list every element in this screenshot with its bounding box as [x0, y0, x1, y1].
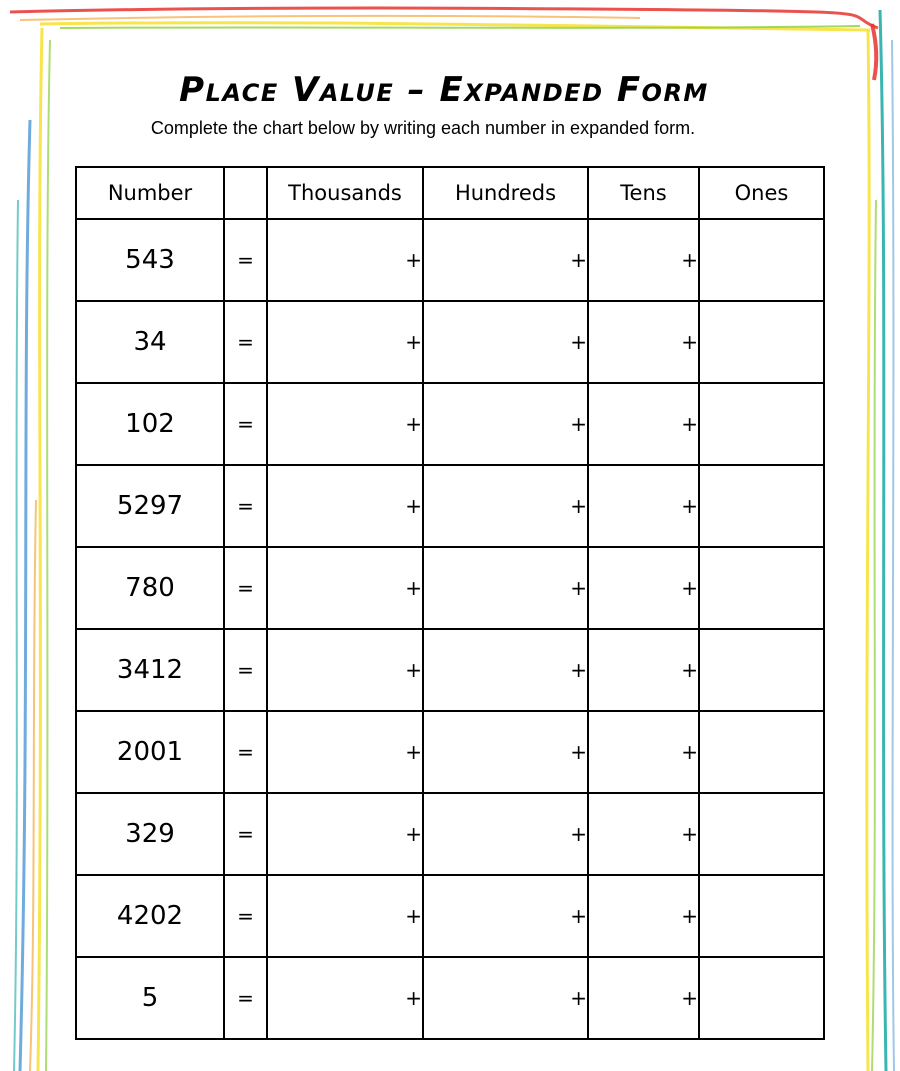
- ones-answer-cell[interactable]: [699, 875, 824, 957]
- table-row: [76, 219, 824, 301]
- tens-answer-cell[interactable]: +: [588, 383, 699, 465]
- number-cell: 780: [76, 547, 224, 629]
- tens-answer-cell[interactable]: +: [588, 875, 699, 957]
- number-cell: 543: [76, 219, 224, 301]
- thousands-answer-cell[interactable]: +: [267, 957, 423, 1039]
- ones-answer-cell[interactable]: [699, 219, 824, 301]
- equals-cell: =: [224, 793, 267, 875]
- border-stroke-left-blue: [20, 120, 30, 1071]
- thousands-answer-cell[interactable]: +: [267, 793, 423, 875]
- hundreds-answer-cell[interactable]: +: [423, 711, 588, 793]
- header-thousands: Thousands: [267, 167, 423, 219]
- thousands-answer-cell[interactable]: +: [267, 219, 423, 301]
- expanded-form-chart: [75, 166, 825, 1040]
- number-cell: 5: [76, 957, 224, 1039]
- table-row: [76, 629, 824, 711]
- thousands-answer-cell[interactable]: +: [267, 547, 423, 629]
- ones-answer-cell[interactable]: [699, 383, 824, 465]
- equals-cell: =: [224, 629, 267, 711]
- header-row: [76, 167, 824, 219]
- equals-cell: =: [224, 383, 267, 465]
- border-stroke-right-yellow: [867, 30, 869, 1071]
- hundreds-answer-cell[interactable]: +: [423, 301, 588, 383]
- tens-answer-cell[interactable]: +: [588, 793, 699, 875]
- table-row: [76, 547, 824, 629]
- ones-answer-cell[interactable]: [699, 793, 824, 875]
- equals-cell: =: [224, 875, 267, 957]
- number-cell: 329: [76, 793, 224, 875]
- worksheet-title: Place Value – Expanded Form: [179, 70, 709, 110]
- thousands-answer-cell[interactable]: +: [267, 711, 423, 793]
- border-stroke-right-teal: [880, 10, 886, 1071]
- equals-cell: =: [224, 957, 267, 1039]
- thousands-answer-cell[interactable]: +: [267, 383, 423, 465]
- table-row: [76, 875, 824, 957]
- ones-answer-cell[interactable]: [699, 301, 824, 383]
- border-stroke-top-yellow: [40, 23, 870, 30]
- header-number: Number: [76, 167, 224, 219]
- table-row: [76, 711, 824, 793]
- hundreds-answer-cell[interactable]: +: [423, 957, 588, 1039]
- header-ones: Ones: [699, 167, 824, 219]
- tens-answer-cell[interactable]: +: [588, 219, 699, 301]
- thousands-answer-cell[interactable]: +: [267, 301, 423, 383]
- header-hundreds: Hundreds: [423, 167, 588, 219]
- number-cell: 2001: [76, 711, 224, 793]
- hundreds-answer-cell[interactable]: +: [423, 793, 588, 875]
- equals-cell: =: [224, 465, 267, 547]
- hundreds-answer-cell[interactable]: +: [423, 383, 588, 465]
- hundreds-answer-cell[interactable]: +: [423, 547, 588, 629]
- hundreds-answer-cell[interactable]: +: [423, 629, 588, 711]
- thousands-answer-cell[interactable]: +: [267, 629, 423, 711]
- equals-cell: =: [224, 301, 267, 383]
- tens-answer-cell[interactable]: +: [588, 711, 699, 793]
- hundreds-answer-cell[interactable]: +: [423, 219, 588, 301]
- number-cell: 34: [76, 301, 224, 383]
- equals-cell: =: [224, 547, 267, 629]
- border-stroke-left-green: [46, 40, 50, 1071]
- equals-cell: =: [224, 711, 267, 793]
- table-row: [76, 301, 824, 383]
- border-stroke-top-orange: [20, 16, 640, 20]
- table-row: [76, 465, 824, 547]
- header-tens: Tens: [588, 167, 699, 219]
- tens-answer-cell[interactable]: +: [588, 629, 699, 711]
- number-cell: 3412: [76, 629, 224, 711]
- table-row: [76, 793, 824, 875]
- tens-answer-cell[interactable]: +: [588, 957, 699, 1039]
- number-cell: 102: [76, 383, 224, 465]
- equals-cell: =: [224, 219, 267, 301]
- border-stroke-left-yellow: [38, 28, 42, 1071]
- ones-answer-cell[interactable]: [699, 465, 824, 547]
- tens-answer-cell[interactable]: +: [588, 547, 699, 629]
- number-cell: 4202: [76, 875, 224, 957]
- hundreds-answer-cell[interactable]: +: [423, 465, 588, 547]
- border-stroke-top-green: [60, 26, 860, 28]
- border-stroke-right-blue: [892, 40, 894, 1071]
- ones-answer-cell[interactable]: [699, 957, 824, 1039]
- table-row: [76, 957, 824, 1039]
- thousands-answer-cell[interactable]: +: [267, 465, 423, 547]
- thousands-answer-cell[interactable]: +: [267, 875, 423, 957]
- border-stroke-left-orange: [30, 500, 36, 1071]
- border-stroke-right-green: [872, 200, 876, 1071]
- worksheet-instructions: Complete the chart below by writing each number in expanded form.: [150, 118, 696, 138]
- border-stroke-left-teal: [14, 200, 18, 1071]
- number-cell: 5297: [76, 465, 224, 547]
- tens-answer-cell[interactable]: +: [588, 301, 699, 383]
- header-equals: [224, 167, 267, 219]
- ones-answer-cell[interactable]: [699, 547, 824, 629]
- border-stroke-top-red: [10, 8, 878, 28]
- table-row: [76, 383, 824, 465]
- hundreds-answer-cell[interactable]: +: [423, 875, 588, 957]
- ones-answer-cell[interactable]: [699, 629, 824, 711]
- chart-body: [76, 219, 824, 1039]
- tens-answer-cell[interactable]: +: [588, 465, 699, 547]
- ones-answer-cell[interactable]: [699, 711, 824, 793]
